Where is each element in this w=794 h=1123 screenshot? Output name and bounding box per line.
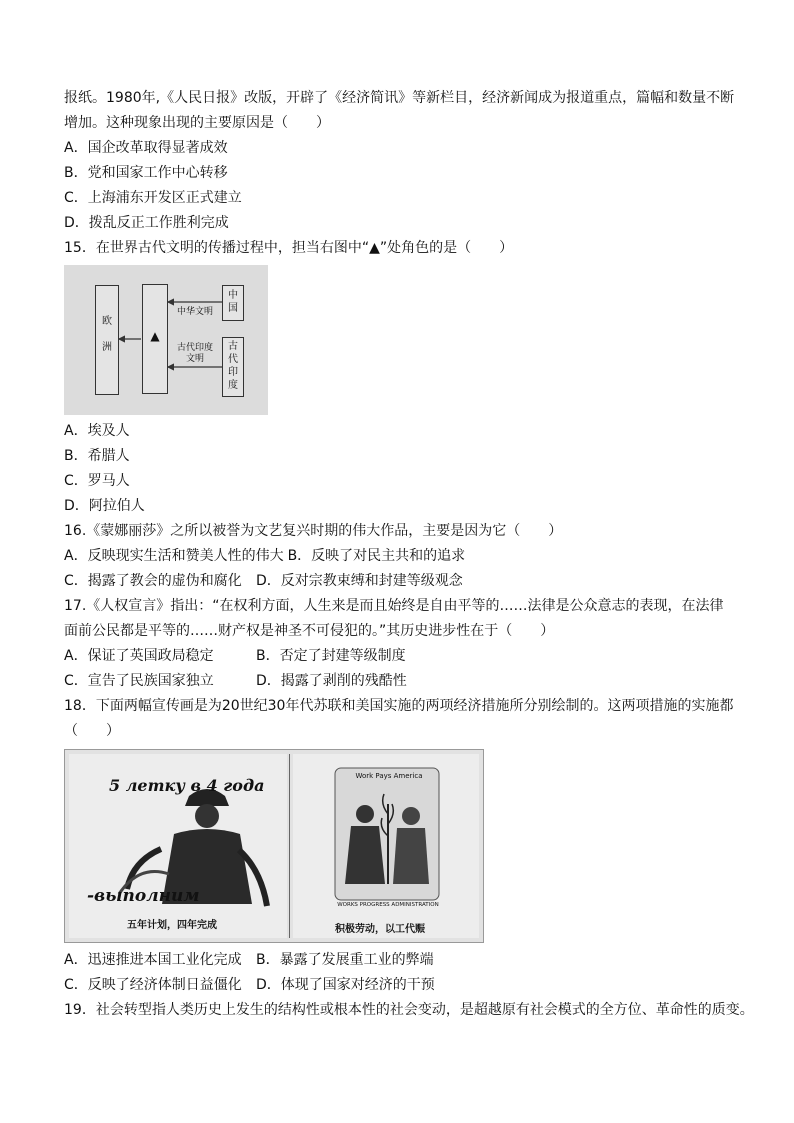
q17-options-row1 [64, 644, 738, 669]
q17-options-row2 [64, 669, 738, 694]
q16-options-row2 [64, 569, 738, 594]
us-workers-illustration [293, 754, 479, 938]
q16-option-a[interactable]: A．反映现实生活和赞美人性的伟大 [64, 548, 284, 564]
q18-stem-line1: 18．下面两幅宣传画是为20世纪30年代苏联和美国实施的两项经济措施所分别绘制的。这两项措施的实施都 [64, 698, 734, 714]
q14-option-a[interactable]: A．国企改革取得显著成效 [64, 140, 228, 156]
q15-option-b[interactable]: B．希腊人 [64, 448, 130, 464]
soviet-caption: 五年计划，四年完成 [127, 920, 217, 931]
q18-options-row1 [64, 948, 738, 973]
exam-page [64, 86, 754, 1023]
q18-option-d[interactable]: D．体现了国家对经济的干预 [256, 977, 435, 993]
q14-stem-line1: 报纸。1980年,《人民日报》改版，开辟了《经济简讯》等新栏目，经济新闻成为报道重点，篇幅和数量不断 [64, 90, 735, 106]
soviet-slogan-top: 5 летку в 4 года [109, 776, 265, 795]
q16-stem: 16.《蒙娜丽莎》之所以被誉为文艺复兴时期的伟大作品，主要是因为它（ ） [64, 523, 563, 539]
q16-option-c[interactable]: C．揭露了教会的虚伪和腐化 [64, 573, 242, 589]
q14-stem-line2: 增加。这种现象出现的主要原因是（ ） [64, 115, 330, 131]
q18-option-a[interactable]: A．迅速推进本国工业化完成 [64, 952, 242, 968]
poster-divider [289, 754, 290, 938]
civilization-diagram [64, 265, 268, 415]
triangle-mark: ▲ [150, 329, 160, 343]
soviet-slogan-bottom: -выполним [87, 886, 200, 906]
q15-stem: 15．在世界古代文明的传播过程中，担当右图中“▲”处角色的是（ ） [64, 240, 514, 256]
us-caption: 积极劳动，以工代赈 [335, 924, 425, 935]
us-poster [293, 754, 479, 938]
q17-option-a[interactable]: A．保证了英国政局稳定 [64, 648, 214, 664]
q19-stem-line1: 19．社会转型指人类历史上发生的结构性或根本性的社会变动，是超越原有社会模式的全方位、革命性的质变。 [64, 1002, 754, 1018]
q18-options-row2 [64, 973, 738, 998]
india-label: 古 代 印 度 [228, 341, 238, 391]
q14-option-b[interactable]: B．党和国家工作中心转移 [64, 165, 228, 181]
q17-stem-line1: 17.《人权宣言》指出：“在权利方面，人生来是而且始终是自由平等的……法律是公众意志的表现，在法律 [64, 598, 724, 614]
q14-option-d[interactable]: D．拨乱反正工作胜利完成 [64, 215, 229, 231]
q16-options-row1 [64, 544, 738, 569]
chinese-civ-label: 中华文明 [176, 307, 213, 317]
q18-option-b[interactable]: B．暴露了发展重工业的弊端 [256, 952, 434, 968]
us-slogan-bottom: WORKS PROGRESS ADMINISTRATION [337, 902, 439, 908]
q17-option-d[interactable]: D．揭露了剥削的残酷性 [256, 673, 407, 689]
q17-option-b[interactable]: B．否定了封建等级制度 [256, 648, 406, 664]
indian-civ-label: 古代印度 文明 [176, 343, 213, 364]
soviet-poster [69, 754, 287, 938]
q14-option-c[interactable]: C．上海浦东开发区正式建立 [64, 190, 242, 206]
q17-option-c[interactable]: C．宣告了民族国家独立 [64, 673, 214, 689]
q16-option-b[interactable]: B．反映了对民主共和的追求 [287, 548, 466, 564]
q18-stem-line2: （ ） [64, 723, 120, 739]
q15-option-d[interactable]: D．阿拉伯人 [64, 498, 145, 514]
propaganda-posters [64, 749, 484, 943]
q17-stem-line2: 面前公民都是平等的……财产权是神圣不可侵犯的。”其历史进步性在于（ ） [64, 623, 555, 639]
q18-option-c[interactable]: C．反映了经济体制日益僵化 [64, 977, 242, 993]
q15-option-c[interactable]: C．罗马人 [64, 473, 130, 489]
us-slogan-top: Work Pays America [355, 772, 423, 780]
europe-label: 欧 洲 [102, 316, 112, 353]
q15-option-a[interactable]: A．埃及人 [64, 423, 130, 439]
q16-option-d[interactable]: D．反对宗教束缚和封建等级观念 [256, 573, 463, 589]
china-label: 中 国 [228, 290, 238, 314]
